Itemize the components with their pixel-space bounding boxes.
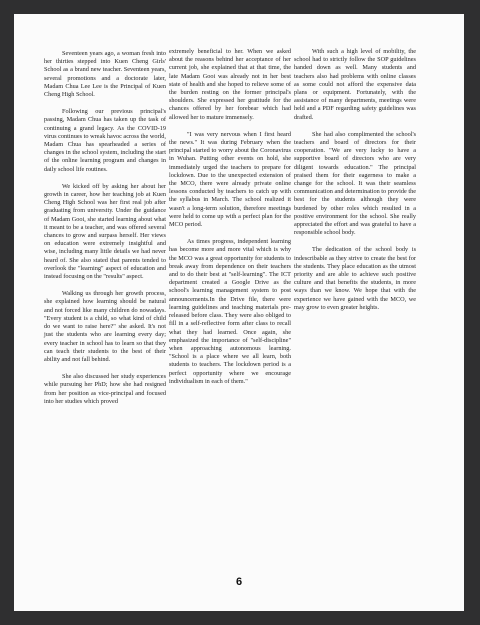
text-column-2 — [169, 48, 291, 395]
paragraph: She also discussed her study experiences while pursuing her PhD; how she had resigned from her position as vice-principal and focused into her studies which proved — [44, 373, 166, 405]
paragraph: Following our previous principal's passing, Madam Chua has taken up the task of continuing a grand legacy. As the COVID-19 virus continues to wreak havoc across the world, Madam Chua has spearheaded a series of changes in the school system, including the start of the online learning program and changes in daily school life routines. — [44, 108, 166, 173]
paragraph: The dedication of the school body is indescribable as they strive to create the best for the students. They place education as the utmost priority and are able to achieve such positive culture and that benefits the students, in more ways than we know. We hope that with the experience we have gained with the MCO, we may grow to even greater heights. — [294, 246, 416, 311]
paragraph: Walking us through her growth process, she explained how learning should be natural and not forced like many children do nowadays. "Every student is a child, so what kind of child do we want to raise here?" she asked. It's not just the students who are learning every day; every teacher in school has to learn so that they can teach their students to the best of their ability and not fall behind. — [44, 290, 166, 363]
text-column-3 — [294, 48, 416, 321]
page-number: 6 — [235, 576, 243, 588]
paragraph: As times progress, independent learning has become more and more vital which is why the MCO was a great opportunity for students to break away from dependence on their teachers and to do their best at "self-learning". The ICT department created a Google Drive as the school's learning management system to post announcements.In the Drive file, there were learning guidelines and teaching materials pre-released before class. They were also obliged to fill in a self-reflective form after class to recall what they had learned. Once again, she emphasized the importance of "self-discipline" when approaching autonomous learning. "School is a place where we all learn, both students to teachers. The lockdown period is a perfect opportunity where we encourage individualism in each of them." — [169, 238, 291, 385]
paragraph: With such a high level of mobility, the school had to strictly follow the SOP guidelines handed down as well. Many students and teachers also had problems with online classes as some could not afford the expensive data plans or equipment. Fortunately, with the assistance of many departments, meetings were held and a PDF regarding safety guidelines was drafted. — [294, 48, 416, 121]
paragraph: She had also complimented the school's teachers and board of directors for their cooperation. "We are very lucky to have a supportive board of directors who are very diligent towards education." The principal praised them for their eagerness to make a change for the school. It was their seamless communication and determination to provide the best for the students although they were burdened by other roles which resulted in a positive environment for the school. She really appreciated the effort and was grateful to have a responsible school body. — [294, 130, 417, 237]
paragraph: We kicked off by asking her about her growth in career, how her teaching job at Kuen Cheng High School was her first real job after graduating from university. Under the guidance of Madam Gooi, she started learning about what it meant to be a teacher, and was offered several chances to grow and surpass herself. Her views on education were extremely insightful and wise, including many little details we had never heard of. She also stated that parents tended to overlook the "learning" aspect of education and instead focusing on the "results" aspect. — [44, 182, 166, 281]
paragraph: Seventeen years ago, a woman fresh into her thirties stepped into Kuen Cheng Girls' School as a brand new teacher. Seventeen years, several promotions and a doctorate later, Madam Chua Lee Lee is the Principal of Kuen Cheng High School. — [44, 50, 166, 99]
text-column-1 — [44, 50, 166, 415]
paragraph: extremely beneficial to her. When we asked about the reasons behind her acceptance of her current job, she explained that at that time, the late Madam Gooi was already not in her best state of health and she hoped to relieve some of the burden resting on the former principal's shoulders. She expressed her gratitude for the chances offered by her forebear which had allowed her to mature immensely. — [169, 48, 291, 121]
magazine-page — [14, 14, 464, 611]
paragraph: "I was very nervous when I first heard the news." It was during February when the principal started to worry about the Coronavirus in Wuhan. Putting other events on hold, she immediately urged the teachers to prepare for lockdown. Due to the unexpected extension of the MCO, there were already private online lessons conducted by teachers to catch up with the syllabus in March. The school realized it wasn't a long-term solution, therefore meetings were held to come up with a perfect plan for the MCO period. — [169, 130, 291, 229]
